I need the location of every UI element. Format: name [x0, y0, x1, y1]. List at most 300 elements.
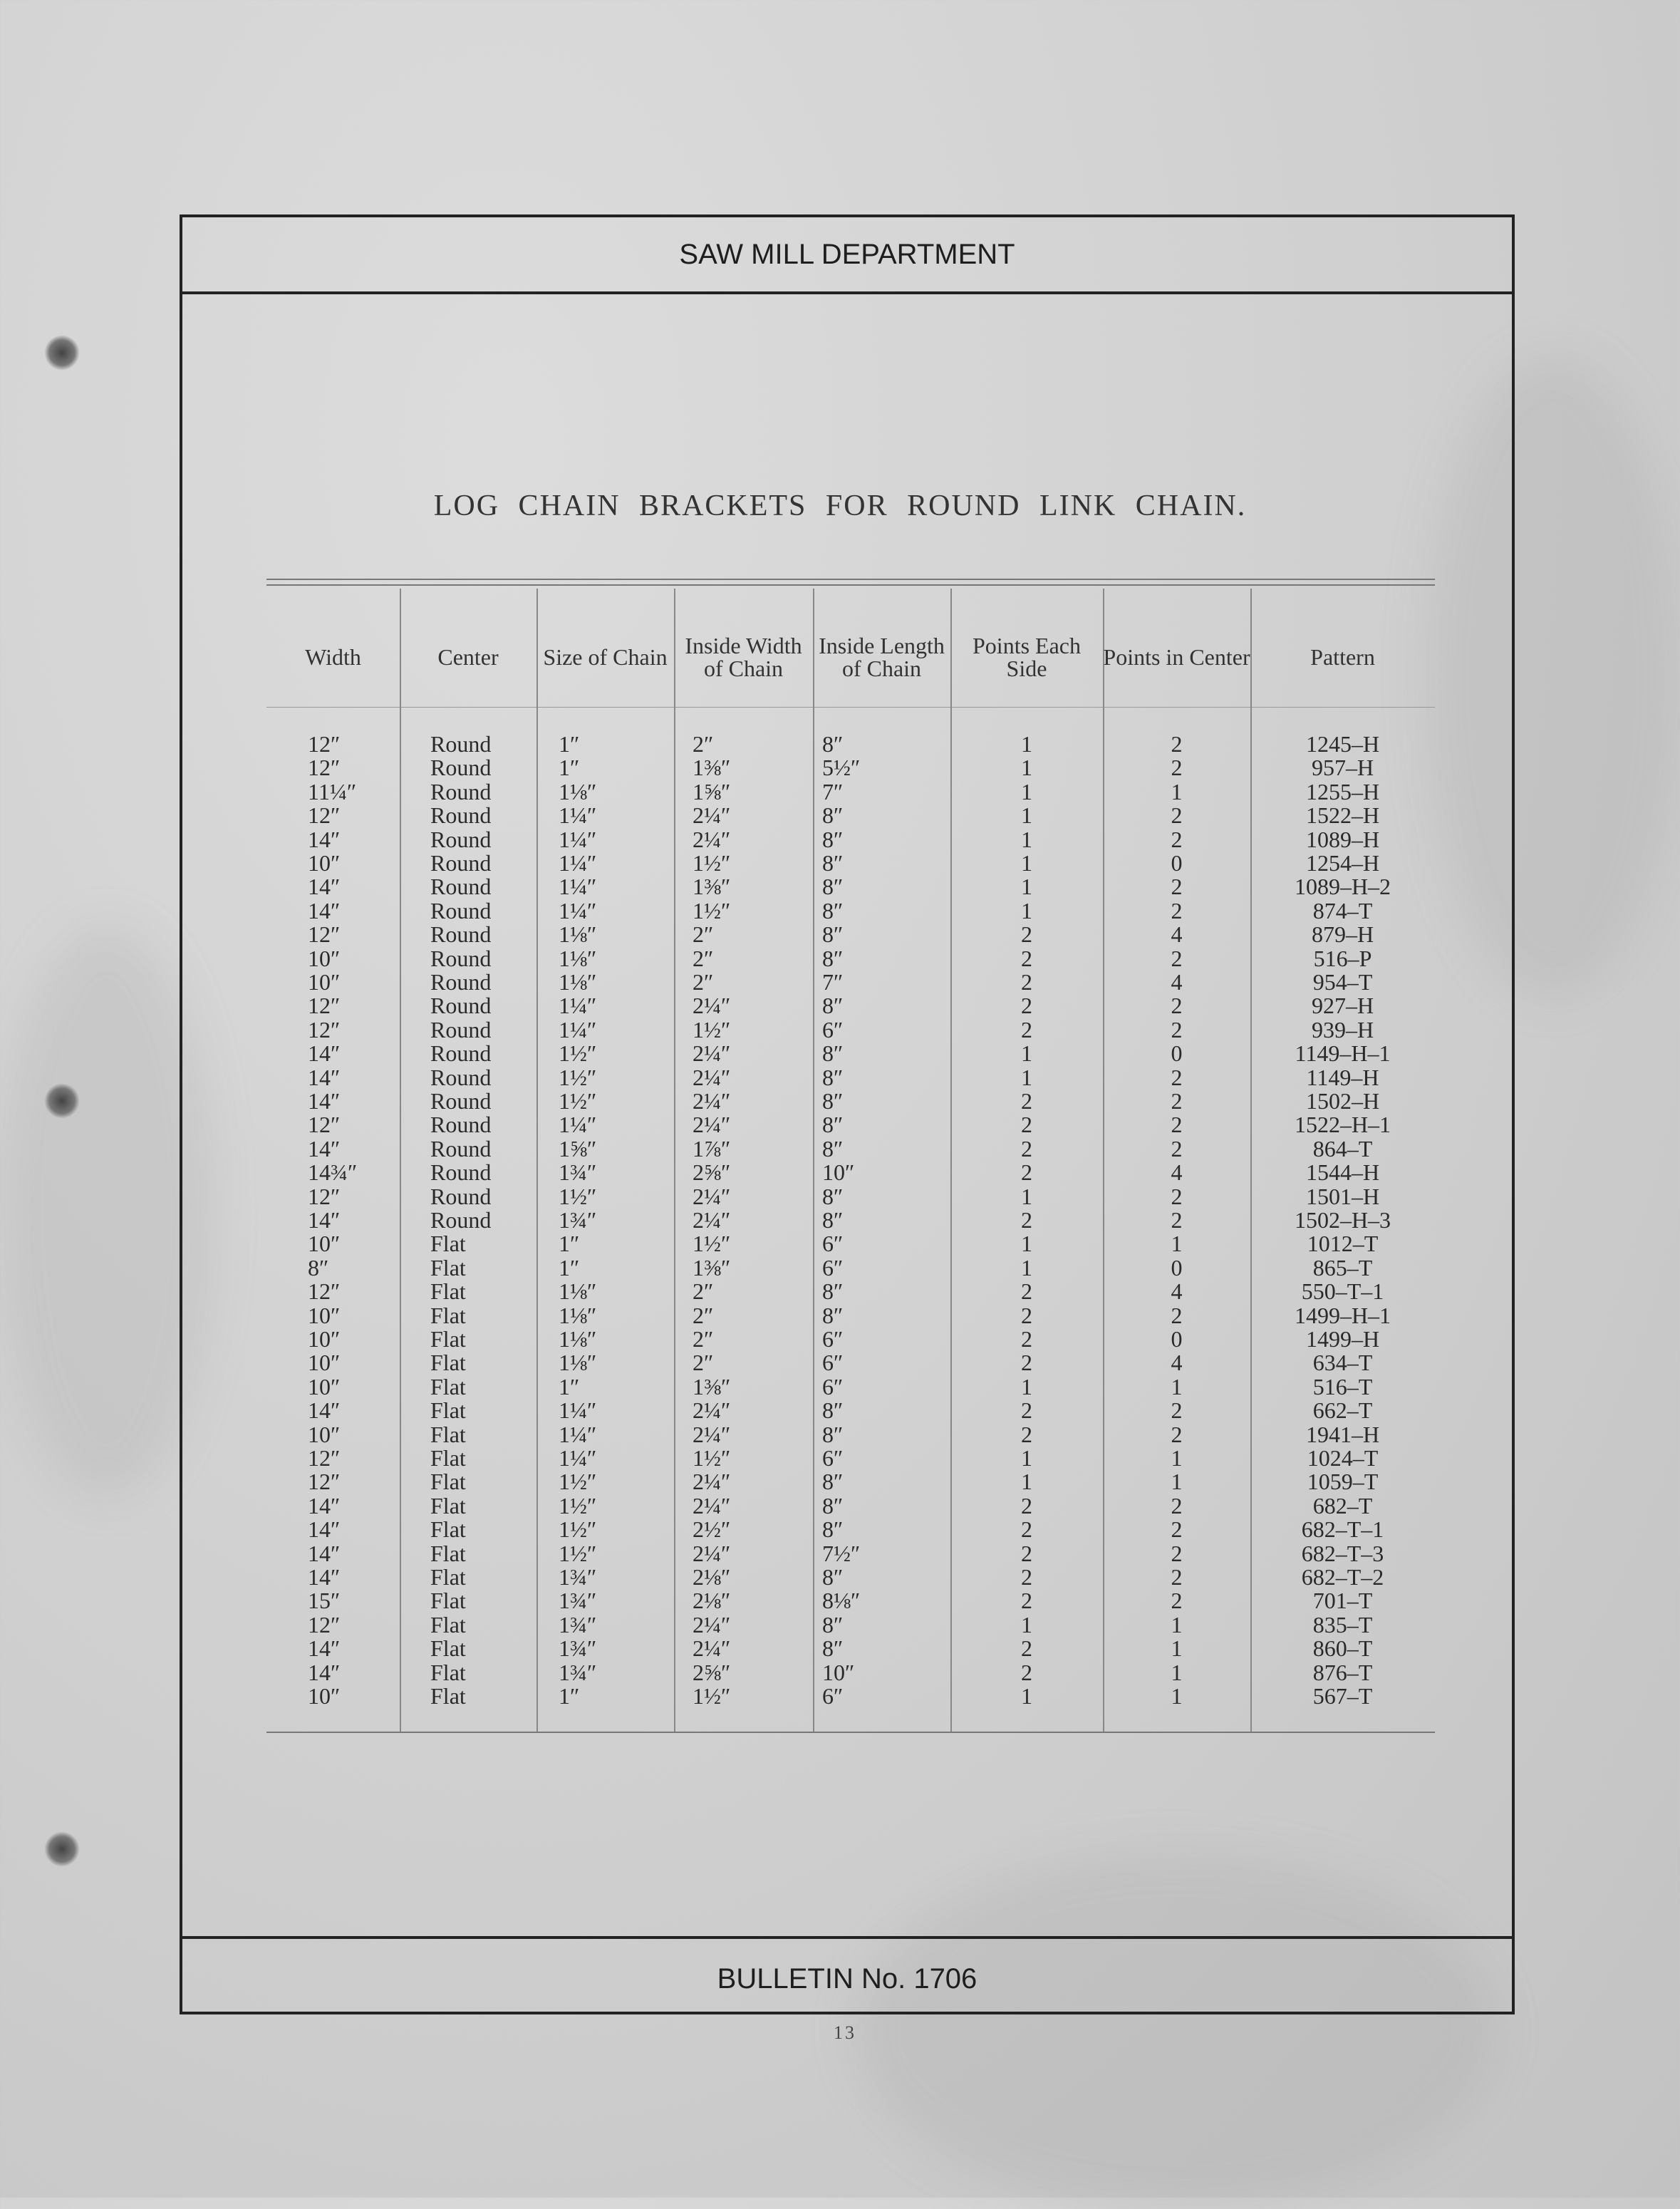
cell-width: 10″ [308, 945, 341, 971]
cell-inside-length: 8″ [822, 1635, 844, 1662]
cell-pattern: 879–H [1311, 921, 1374, 948]
cell-width: 14″ [308, 1492, 341, 1519]
cell-inside-length: 5½″ [822, 755, 861, 781]
cell-points-in-center: 2 [1171, 802, 1183, 829]
cell-inside-length: 7″ [822, 778, 844, 805]
column-header-center: Center [437, 644, 499, 670]
cell-points-in-center: 1 [1171, 1445, 1183, 1471]
cell-width: 12″ [308, 1112, 341, 1138]
cell-pattern: 1941–H [1305, 1421, 1380, 1447]
cell-points-each-side: 2 [1021, 969, 1032, 995]
cell-center: Flat [430, 1611, 466, 1638]
cell-points-each-side: 1 [1021, 755, 1032, 781]
cell-inside-length: 7″ [822, 969, 844, 995]
cell-points-in-center: 2 [1171, 1588, 1183, 1614]
cell-inside-length: 10″ [822, 1159, 855, 1186]
cell-inside-length: 6″ [822, 1445, 844, 1471]
cell-pattern: 864–T [1312, 1135, 1373, 1162]
cell-width: 14″ [308, 826, 341, 852]
table-row [266, 1375, 1435, 1399]
cell-points-each-side: 2 [1021, 1135, 1032, 1162]
cell-inside-length: 8″ [822, 921, 844, 948]
cell-inside-length: 8″ [822, 993, 844, 1019]
table-row [266, 1328, 1435, 1351]
cell-inside-length: 6″ [822, 1683, 844, 1709]
page-title: LOG CHAIN BRACKETS FOR ROUND LINK CHAIN. [433, 490, 1247, 522]
cell-points-each-side: 2 [1021, 1159, 1032, 1186]
cell-points-each-side: 1 [1021, 1040, 1032, 1067]
cell-width: 8″ [308, 1254, 329, 1281]
cell-size-of-chain: 1¾″ [559, 1635, 597, 1662]
cell-width: 12″ [308, 1469, 341, 1495]
cell-pattern: 1255–H [1305, 778, 1380, 805]
cell-size-of-chain: 1¼″ [559, 897, 597, 924]
cell-inside-length: 8″ [822, 850, 844, 876]
cell-size-of-chain: 1⅛″ [559, 1302, 597, 1328]
cell-inside-width: 1⅜″ [693, 874, 731, 900]
cell-inside-length: 6″ [822, 1373, 844, 1400]
cell-center: Flat [430, 1421, 466, 1447]
cell-inside-width: 2″ [693, 1350, 714, 1376]
cell-center: Flat [430, 1302, 466, 1328]
cell-center: Flat [430, 1254, 466, 1281]
cell-inside-length: 8″ [822, 1064, 844, 1090]
cell-size-of-chain: 1½″ [559, 1540, 597, 1566]
cell-size-of-chain: 1¼″ [559, 826, 597, 852]
cell-inside-width: 2″ [693, 1278, 714, 1305]
cell-pattern: 927–H [1311, 993, 1374, 1019]
cell-points-each-side: 2 [1021, 1564, 1032, 1590]
cell-width: 14″ [308, 897, 341, 924]
table-row [266, 1494, 1435, 1518]
column-header-inside-length: Inside Length of Chain [819, 633, 945, 681]
cell-pattern: 1522–H [1305, 802, 1380, 829]
cell-pattern: 865–T [1312, 1254, 1373, 1281]
cell-width: 12″ [308, 1278, 341, 1305]
cell-inside-length: 8⅛″ [822, 1588, 861, 1614]
cell-inside-length: 8″ [822, 1611, 844, 1638]
cell-center: Round [430, 1088, 492, 1114]
cell-inside-width: 2¼″ [693, 1207, 731, 1233]
cell-points-in-center: 2 [1171, 1302, 1183, 1328]
cell-inside-length: 8″ [822, 874, 844, 900]
cell-inside-width: 2¼″ [693, 1611, 731, 1638]
cell-center: Flat [430, 1492, 466, 1519]
cell-center: Flat [430, 1350, 466, 1376]
table-row [266, 875, 1435, 899]
cell-inside-length: 8″ [822, 1302, 844, 1328]
table-row [266, 1280, 1435, 1303]
cell-inside-length: 6″ [822, 1016, 844, 1043]
cell-inside-length: 8″ [822, 1492, 844, 1519]
cell-points-in-center: 2 [1171, 1207, 1183, 1233]
cell-points-in-center: 2 [1171, 1397, 1183, 1424]
cell-points-each-side: 2 [1021, 1516, 1032, 1543]
cell-size-of-chain: 1¾″ [559, 1564, 597, 1590]
cell-center: Round [430, 850, 492, 876]
cell-size-of-chain: 1¼″ [559, 1421, 597, 1447]
table-row [266, 1518, 1435, 1541]
cell-width: 14″ [308, 1040, 341, 1067]
cell-points-in-center: 2 [1171, 897, 1183, 924]
cell-size-of-chain: 1″ [559, 731, 580, 757]
table-row [266, 1090, 1435, 1113]
table-row [266, 1256, 1435, 1280]
cell-points-each-side: 1 [1021, 850, 1032, 876]
cell-pattern: 682–T–2 [1301, 1564, 1384, 1590]
cell-width: 14″ [308, 1064, 341, 1090]
cell-points-in-center: 2 [1171, 874, 1183, 900]
cell-inside-width: 1½″ [693, 1683, 731, 1709]
cell-inside-width: 2¼″ [693, 993, 731, 1019]
cell-pattern: 1149–H–1 [1295, 1040, 1391, 1067]
table-row [266, 923, 1435, 946]
cell-pattern: 1499–H [1305, 1326, 1380, 1352]
cell-points-each-side: 1 [1021, 897, 1032, 924]
table-row [266, 1542, 1435, 1566]
table-row [266, 1042, 1435, 1065]
cell-inside-length: 8″ [822, 945, 844, 971]
cell-center: Flat [430, 1397, 466, 1424]
cell-width: 14″ [308, 1135, 341, 1162]
cell-width: 14″ [308, 1659, 341, 1685]
cell-size-of-chain: 1¼″ [559, 874, 597, 900]
cell-center: Round [430, 731, 492, 757]
table-row [266, 1566, 1435, 1589]
cell-points-each-side: 1 [1021, 1445, 1032, 1471]
cell-inside-width: 2¼″ [693, 1112, 731, 1138]
cell-width: 14″ [308, 1207, 341, 1233]
cell-size-of-chain: 1½″ [559, 1469, 597, 1495]
table-top-rule [266, 584, 1435, 586]
cell-size-of-chain: 1½″ [559, 1183, 597, 1209]
cell-width: 14″ [308, 1540, 341, 1566]
column-header-inside-width: Inside Width of Chain [685, 633, 802, 681]
cell-points-each-side: 1 [1021, 1231, 1032, 1257]
cell-points-each-side: 2 [1021, 1207, 1032, 1233]
cell-center: Round [430, 1207, 492, 1233]
cell-inside-length: 8″ [822, 802, 844, 829]
table-row [266, 1232, 1435, 1256]
cell-inside-length: 8″ [822, 1088, 844, 1114]
cell-points-in-center: 2 [1171, 1135, 1183, 1162]
cell-pattern: 1059–T [1307, 1469, 1379, 1495]
table-row [266, 1066, 1435, 1090]
cell-center: Flat [430, 1564, 466, 1590]
cell-center: Flat [430, 1659, 466, 1685]
cell-points-each-side: 1 [1021, 731, 1032, 757]
cell-width: 15″ [308, 1588, 341, 1614]
cell-points-each-side: 1 [1021, 1611, 1032, 1638]
cell-points-in-center: 4 [1171, 921, 1183, 948]
cell-inside-width: 1⅜″ [693, 755, 731, 781]
cell-center: Flat [430, 1540, 466, 1566]
cell-center: Round [430, 1135, 492, 1162]
cell-inside-width: 2¼″ [693, 826, 731, 852]
cell-inside-length: 6″ [822, 1254, 844, 1281]
cell-center: Round [430, 1064, 492, 1090]
cell-points-each-side: 1 [1021, 1683, 1032, 1709]
cell-size-of-chain: 1¾″ [559, 1159, 597, 1186]
punch-hole [44, 1083, 80, 1119]
cell-points-each-side: 2 [1021, 1421, 1032, 1447]
cell-points-each-side: 2 [1021, 1397, 1032, 1424]
cell-inside-length: 8″ [822, 1469, 844, 1495]
cell-points-in-center: 1 [1171, 1231, 1183, 1257]
cell-points-in-center: 2 [1171, 731, 1183, 757]
cell-size-of-chain: 1″ [559, 1254, 580, 1281]
column-header-points-in-center: Points in Center [1103, 644, 1250, 670]
cell-center: Round [430, 755, 492, 781]
cell-inside-length: 8″ [822, 1564, 844, 1590]
table-row [266, 1018, 1435, 1042]
cell-inside-width: 2¼″ [693, 1088, 731, 1114]
cell-points-in-center: 2 [1171, 1492, 1183, 1519]
cell-inside-width: 1⅜″ [693, 1373, 731, 1400]
cell-pattern: 516–P [1313, 945, 1372, 971]
cell-points-in-center: 2 [1171, 993, 1183, 1019]
cell-center: Round [430, 897, 492, 924]
cell-inside-width: 1⅝″ [693, 778, 731, 805]
cell-width: 14″ [308, 1088, 341, 1114]
cell-size-of-chain: 1½″ [559, 1088, 597, 1114]
cell-inside-length: 8″ [822, 826, 844, 852]
footer-divider [182, 1936, 1512, 1939]
table-row [266, 994, 1435, 1018]
cell-points-each-side: 1 [1021, 826, 1032, 852]
cell-inside-width: 2¼″ [693, 802, 731, 829]
cell-width: 14¾″ [308, 1159, 358, 1186]
cell-pattern: 1501–H [1305, 1183, 1380, 1209]
cell-pattern: 1089–H–2 [1294, 874, 1391, 900]
cell-pattern: 1024–T [1307, 1445, 1379, 1471]
cell-width: 11¼″ [308, 778, 357, 805]
cell-points-in-center: 2 [1171, 945, 1183, 971]
cell-inside-length: 8″ [822, 1207, 844, 1233]
cell-points-in-center: 1 [1171, 1373, 1183, 1400]
cell-points-in-center: 4 [1171, 969, 1183, 995]
table-row [266, 947, 1435, 971]
cell-width: 12″ [308, 755, 341, 781]
cell-width: 10″ [308, 850, 341, 876]
cell-pattern: 1012–T [1307, 1231, 1379, 1257]
cell-size-of-chain: 1⅛″ [559, 778, 597, 805]
cell-center: Flat [430, 1326, 466, 1352]
cell-points-each-side: 1 [1021, 1373, 1032, 1400]
cell-points-in-center: 1 [1171, 1683, 1183, 1709]
cell-points-each-side: 1 [1021, 1254, 1032, 1281]
table-row [266, 733, 1435, 756]
cell-width: 12″ [308, 1016, 341, 1043]
cell-points-each-side: 2 [1021, 1492, 1032, 1519]
cell-inside-length: 7½″ [822, 1540, 861, 1566]
cell-inside-width: 2¼″ [693, 1469, 731, 1495]
cell-center: Round [430, 874, 492, 900]
cell-inside-width: 2″ [693, 945, 714, 971]
table-row [266, 1589, 1435, 1613]
punch-hole [44, 335, 80, 371]
cell-width: 12″ [308, 1445, 341, 1471]
table-row [266, 1185, 1435, 1209]
cell-pattern: 634–T [1312, 1350, 1373, 1376]
cell-pattern: 682–T [1312, 1492, 1373, 1519]
cell-points-in-center: 2 [1171, 1088, 1183, 1114]
cell-inside-width: 2″ [693, 1302, 714, 1328]
cell-points-in-center: 2 [1171, 1183, 1183, 1209]
cell-inside-length: 8″ [822, 1397, 844, 1424]
cell-points-in-center: 4 [1171, 1350, 1183, 1376]
cell-center: Round [430, 969, 492, 995]
cell-size-of-chain: 1¼″ [559, 850, 597, 876]
cell-center: Flat [430, 1683, 466, 1709]
cell-center: Round [430, 1159, 492, 1186]
cell-size-of-chain: 1½″ [559, 1516, 597, 1543]
table-row [266, 1423, 1435, 1447]
cell-points-in-center: 2 [1171, 1516, 1183, 1543]
cell-inside-length: 10″ [822, 1659, 855, 1685]
cell-inside-width: 2¼″ [693, 1492, 731, 1519]
cell-center: Round [430, 802, 492, 829]
cell-center: Round [430, 1112, 492, 1138]
cell-width: 14″ [308, 1397, 341, 1424]
cell-pattern: 1089–H [1305, 826, 1380, 852]
cell-inside-length: 8″ [822, 1183, 844, 1209]
cell-inside-width: 2⅝″ [693, 1659, 731, 1685]
column-header-width: Width [305, 644, 361, 670]
cell-inside-length: 6″ [822, 1326, 844, 1352]
cell-points-each-side: 2 [1021, 1112, 1032, 1138]
cell-size-of-chain: 1¾″ [559, 1207, 597, 1233]
cell-pattern: 701–T [1312, 1588, 1373, 1614]
cell-center: Flat [430, 1231, 466, 1257]
cell-pattern: 954–T [1312, 969, 1373, 995]
cell-center: Round [430, 993, 492, 1019]
cell-inside-width: 2¼″ [693, 1421, 731, 1447]
column-header-size-of-chain: Size of Chain [543, 644, 668, 670]
cell-inside-length: 8″ [822, 1112, 844, 1138]
cell-points-in-center: 4 [1171, 1159, 1183, 1186]
cell-size-of-chain: 1¾″ [559, 1659, 597, 1685]
cell-size-of-chain: 1¾″ [559, 1611, 597, 1638]
cell-inside-width: 2¼″ [693, 1064, 731, 1090]
cell-inside-width: 2⅛″ [693, 1564, 731, 1590]
cell-points-each-side: 2 [1021, 1278, 1032, 1305]
cell-size-of-chain: 1″ [559, 1231, 580, 1257]
cell-points-each-side: 2 [1021, 1016, 1032, 1043]
cell-inside-width: 2″ [693, 969, 714, 995]
cell-pattern: 1499–H–1 [1294, 1302, 1391, 1328]
table-row [266, 1304, 1435, 1328]
cell-pattern: 1149–H [1306, 1064, 1379, 1090]
cell-center: Round [430, 921, 492, 948]
cell-size-of-chain: 1⅛″ [559, 1326, 597, 1352]
cell-inside-width: 1½″ [693, 1016, 731, 1043]
cell-center: Flat [430, 1469, 466, 1495]
cell-inside-width: 2¼″ [693, 1635, 731, 1662]
cell-points-each-side: 1 [1021, 874, 1032, 900]
cell-points-each-side: 1 [1021, 802, 1032, 829]
table-row [266, 971, 1435, 994]
cell-pattern: 1245–H [1305, 731, 1380, 757]
cell-points-in-center: 4 [1171, 1278, 1183, 1305]
cell-inside-width: 1⅞″ [693, 1135, 731, 1162]
cell-points-in-center: 1 [1171, 1635, 1183, 1662]
cell-size-of-chain: 1¼″ [559, 1016, 597, 1043]
cell-center: Round [430, 1040, 492, 1067]
table-bottom-rule [266, 1732, 1435, 1733]
cell-pattern: 516–T [1312, 1373, 1373, 1400]
cell-center: Round [430, 1016, 492, 1043]
cell-center: Flat [430, 1445, 466, 1471]
cell-points-each-side: 1 [1021, 1469, 1032, 1495]
cell-inside-width: 1½″ [693, 850, 731, 876]
cell-pattern: 1254–H [1305, 850, 1380, 876]
cell-pattern: 939–H [1311, 1016, 1374, 1043]
cell-points-in-center: 1 [1171, 1659, 1183, 1685]
cell-points-in-center: 2 [1171, 1112, 1183, 1138]
cell-points-in-center: 0 [1171, 1040, 1183, 1067]
cell-pattern: 835–T [1312, 1611, 1373, 1638]
cell-center: Flat [430, 1373, 466, 1400]
cell-inside-width: 2¼″ [693, 1397, 731, 1424]
cell-pattern: 682–T–3 [1301, 1540, 1384, 1566]
cell-pattern: 876–T [1312, 1659, 1373, 1685]
table-row [266, 852, 1435, 875]
cell-points-in-center: 2 [1171, 1564, 1183, 1590]
cell-points-in-center: 2 [1171, 1016, 1183, 1043]
cell-inside-width: 1½″ [693, 1445, 731, 1471]
table-row [266, 1661, 1435, 1685]
cell-points-each-side: 1 [1021, 1183, 1032, 1209]
cell-width: 12″ [308, 731, 341, 757]
cell-inside-length: 6″ [822, 1350, 844, 1376]
column-header-points-each-side: Points Each Side [973, 633, 1081, 681]
cell-size-of-chain: 1½″ [559, 1492, 597, 1519]
cell-pattern: 550–T–1 [1301, 1278, 1384, 1305]
cell-width: 14″ [308, 1635, 341, 1662]
cell-points-in-center: 0 [1171, 1326, 1183, 1352]
cell-points-each-side: 2 [1021, 1088, 1032, 1114]
cell-width: 12″ [308, 993, 341, 1019]
table-row [266, 1447, 1435, 1470]
cell-points-each-side: 2 [1021, 1659, 1032, 1685]
table-row [266, 1209, 1435, 1232]
cell-pattern: 567–T [1312, 1683, 1373, 1709]
cell-points-each-side: 2 [1021, 1635, 1032, 1662]
cell-inside-length: 8″ [822, 897, 844, 924]
cell-inside-length: 8″ [822, 731, 844, 757]
cell-points-in-center: 0 [1171, 850, 1183, 876]
cell-width: 12″ [308, 1183, 341, 1209]
cell-points-each-side: 2 [1021, 993, 1032, 1019]
cell-inside-width: 2″ [693, 731, 714, 757]
department-header: SAW MILL DEPARTMENT [679, 239, 1015, 270]
table-row [266, 804, 1435, 827]
cell-inside-length: 8″ [822, 1516, 844, 1543]
cell-width: 10″ [308, 1302, 341, 1328]
cell-inside-width: 2⅛″ [693, 1588, 731, 1614]
cell-width: 10″ [308, 969, 341, 995]
cell-width: 14″ [308, 874, 341, 900]
cell-points-in-center: 1 [1171, 1469, 1183, 1495]
table-row [266, 828, 1435, 852]
table-row [266, 756, 1435, 780]
cell-size-of-chain: 1⅛″ [559, 969, 597, 995]
cell-size-of-chain: 1″ [559, 755, 580, 781]
cell-inside-width: 1½″ [693, 1231, 731, 1257]
cell-size-of-chain: 1″ [559, 1683, 580, 1709]
table-row [266, 780, 1435, 804]
